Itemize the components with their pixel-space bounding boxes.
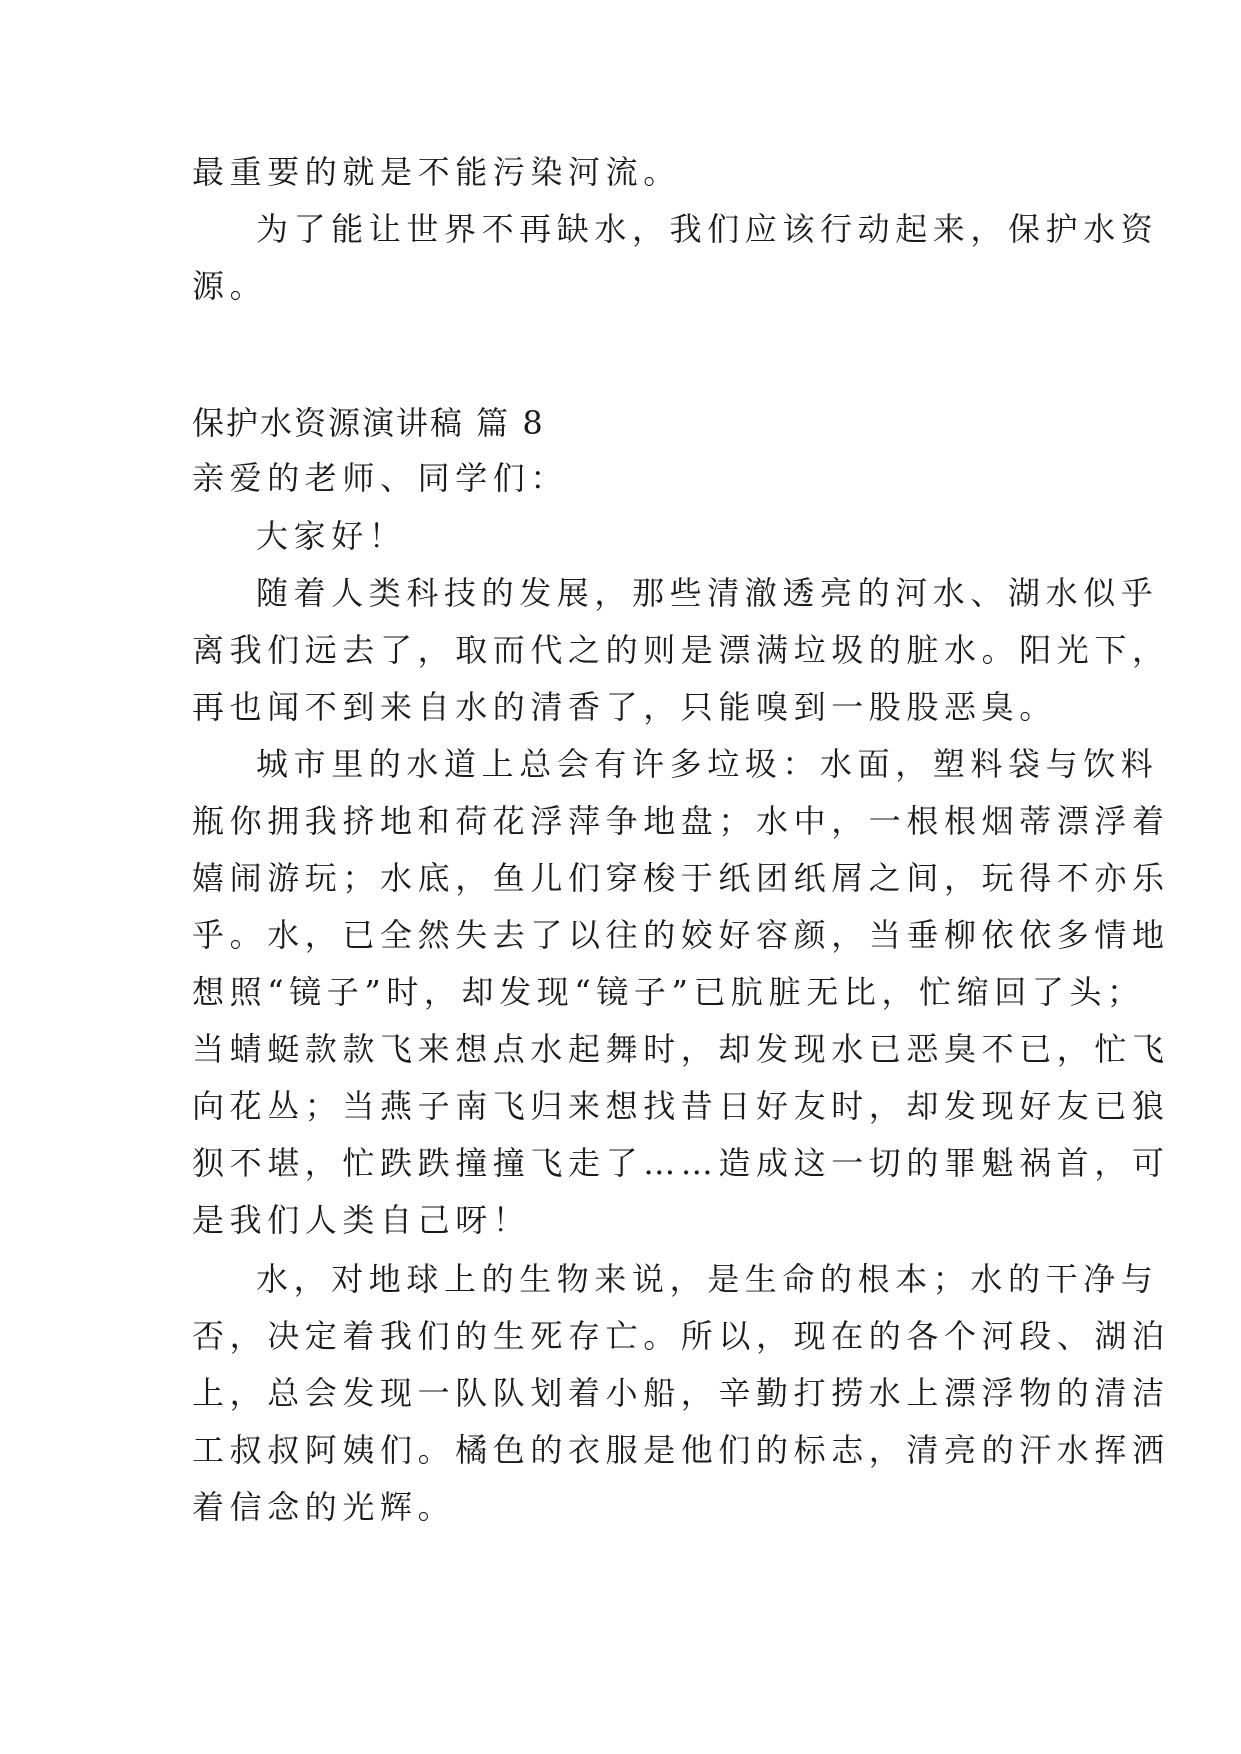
text-line: 瓶你拥我挤地和荷花浮萍争地盘；水中，一根根烟蒂漂浮着 [192, 802, 1170, 840]
text-line: 随着人类科技的发展，那些清澈透亮的河水、湖水似乎 [256, 574, 1159, 612]
document-page [192, 0, 1170, 1754]
text-line: 着信念的光辉。 [192, 1488, 456, 1526]
greeting: 大家好！ [256, 517, 407, 555]
text-line: 离我们远去了，取而代之的则是漂满垃圾的脏水。阳光下， [192, 631, 1170, 669]
text-line: 当蜻蜓款款飞来想点水起舞时，却发现水已恶臭不已，忙飞 [192, 1030, 1170, 1068]
text-line: 想照“镜子”时，却发现“镜子”已肮脏无比，忙缩回了头； [192, 973, 1145, 1011]
text-line: 上，总会发现一队队划着小船，辛勤打捞水上漂浮物的清洁 [192, 1374, 1170, 1412]
text-line: 水，对地球上的生物来说，是生命的根本；水的干净与 [256, 1260, 1159, 1298]
text-line: 嬉闹游玩；水底，鱼儿们穿梭于纸团纸屑之间，玩得不亦乐 [192, 859, 1170, 897]
text-line: 工叔叔阿姨们。橘色的衣服是他们的标志，清亮的汗水挥洒 [192, 1431, 1170, 1469]
text-line: 否，决定着我们的生死存亡。所以，现在的各个河段、湖泊 [192, 1317, 1170, 1355]
text-line: 再也闻不到来自水的清香了，只能嗅到一股股恶臭。 [192, 688, 1057, 726]
text-line: 乎。水，已全然失去了以往的姣好容颜，当垂柳依依多情地 [192, 916, 1170, 954]
text-line: 向花丛；当燕子南飞归来想找昔日好友时，却发现好友已狼 [192, 1087, 1170, 1125]
text-line: 狈不堪，忙跌跌撞撞飞走了……造成这一切的罪魁祸首，可 [192, 1144, 1170, 1182]
text-line: 城市里的水道上总会有许多垃圾：水面，塑料袋与饮料 [256, 745, 1159, 783]
text-line: 最重要的就是不能污染河流。 [192, 153, 681, 191]
salutation: 亲爱的老师、同学们： [192, 459, 569, 497]
section-heading: 保护水资源演讲稿 篇 8 [192, 404, 545, 442]
text-line: 是我们人类自己呀！ [192, 1201, 531, 1239]
text-line: 源。 [192, 267, 268, 305]
text-line: 为了能让世界不再缺水，我们应该行动起来，保护水资 [256, 210, 1159, 248]
